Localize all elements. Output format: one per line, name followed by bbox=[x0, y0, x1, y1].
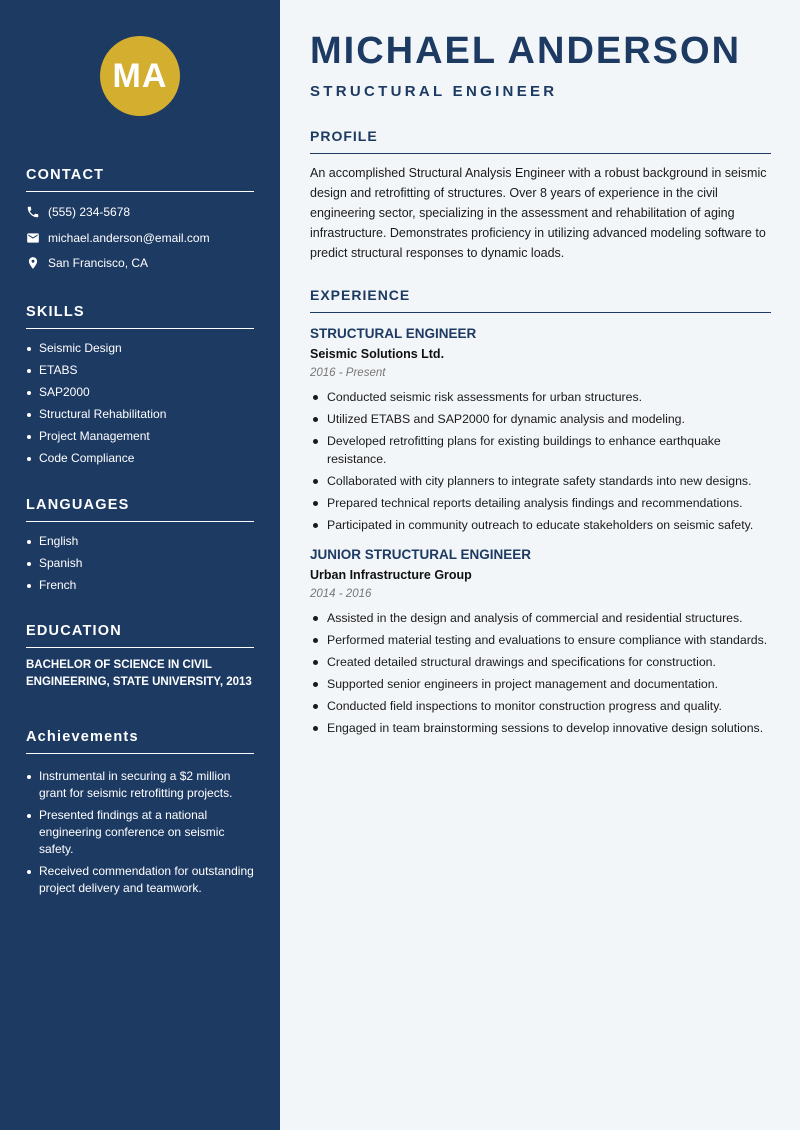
languages-heading: LANGUAGES bbox=[26, 497, 254, 522]
job-bullets bbox=[310, 388, 771, 534]
job-bullet: Supported senior engineers in project management and documentation. bbox=[310, 675, 771, 693]
job-bullet: Created detailed structural drawings and specifications for construction. bbox=[310, 653, 771, 671]
education-degree: BACHELOR OF SCIENCE IN CIVIL ENGINEERING, STATE UNIVERSITY, 2013 bbox=[26, 659, 252, 688]
experience-section bbox=[310, 287, 771, 741]
skills-heading: SKILLS bbox=[26, 304, 254, 329]
job-bullets bbox=[310, 609, 771, 737]
skills-list bbox=[26, 340, 254, 467]
skills-section bbox=[26, 304, 254, 472]
profile-text: An accomplished Structural Analysis Engineer with a robust background in seismic design and retrofitting of structures. Over 8 years of experience in the civil engineering sector, specializing in the assessment and rehabilitation of aging infrastructure. Demonstrates proficiency in utilizing advanced modeling software to predict structural responses to dynamic loads. bbox=[310, 166, 767, 260]
candidate-title: STRUCTURAL ENGINEER bbox=[310, 83, 558, 100]
job-dates: 2016 - Present bbox=[310, 367, 386, 379]
achievement-item: Instrumental in securing a $2 million grant for seismic retrofitting projects. bbox=[26, 768, 254, 802]
contact-section bbox=[26, 167, 254, 272]
job-bullet: Participated in community outreach to educate stakeholders on seismic safety. bbox=[310, 516, 771, 534]
skill-item: ETABS bbox=[26, 362, 254, 379]
job-company: Seismic Solutions Ltd. bbox=[310, 347, 445, 361]
sidebar bbox=[0, 0, 280, 1130]
job-bullet: Prepared technical reports detailing analysis findings and recommendations. bbox=[310, 494, 771, 512]
job-company: Urban Infrastructure Group bbox=[310, 568, 472, 582]
profile-heading: PROFILE bbox=[310, 128, 771, 154]
language-item: French bbox=[26, 577, 254, 594]
experience-heading: EXPERIENCE bbox=[310, 287, 771, 313]
job-entry bbox=[310, 326, 771, 534]
contact-location-row bbox=[26, 254, 254, 272]
contact-email[interactable]: michael.anderson@email.com bbox=[48, 230, 210, 245]
language-item: Spanish bbox=[26, 555, 254, 572]
contact-phone-row bbox=[26, 203, 254, 221]
contact-heading: CONTACT bbox=[26, 167, 254, 192]
contact-email-row bbox=[26, 229, 254, 247]
job-role: JUNIOR STRUCTURAL ENGINEER bbox=[310, 547, 532, 562]
achievement-item: Received commendation for outstanding project delivery and teamwork. bbox=[26, 863, 254, 897]
languages-section bbox=[26, 497, 254, 599]
job-dates: 2014 - 2016 bbox=[310, 588, 372, 600]
job-entry bbox=[310, 547, 771, 737]
job-bullet: Assisted in the design and analysis of commercial and residential structures. bbox=[310, 609, 771, 627]
job-bullet: Utilized ETABS and SAP2000 for dynamic analysis and modeling. bbox=[310, 410, 771, 428]
skill-item: SAP2000 bbox=[26, 384, 254, 401]
skill-item: Structural Rehabilitation bbox=[26, 406, 254, 423]
job-role: STRUCTURAL ENGINEER bbox=[310, 326, 477, 341]
achievement-item: Presented findings at a national engineering conference on seismic safety. bbox=[26, 807, 254, 858]
achievements-list bbox=[26, 768, 254, 897]
skill-item: Seismic Design bbox=[26, 340, 254, 357]
location-pin-icon bbox=[26, 256, 40, 270]
job-bullet: Conducted seismic risk assessments for urban structures. bbox=[310, 388, 771, 406]
profile-section bbox=[310, 128, 771, 263]
contact-phone[interactable]: (555) 234-5678 bbox=[48, 205, 131, 219]
job-bullet: Conducted field inspections to monitor construction progress and quality. bbox=[310, 697, 771, 715]
candidate-name: MICHAEL ANDERSON bbox=[310, 30, 742, 72]
phone-icon bbox=[26, 205, 40, 219]
skill-item: Project Management bbox=[26, 428, 254, 445]
languages-list bbox=[26, 533, 254, 594]
job-bullet: Collaborated with city planners to integrate safety standards into new designs. bbox=[310, 472, 771, 490]
language-item: English bbox=[26, 533, 254, 550]
education-heading: EDUCATION bbox=[26, 623, 254, 648]
achievements-section bbox=[26, 729, 254, 902]
skill-item: Code Compliance bbox=[26, 450, 254, 467]
achievements-heading: Achievements bbox=[26, 729, 254, 754]
email-icon bbox=[26, 231, 40, 245]
job-bullet: Developed retrofitting plans for existing buildings to enhance earthquake resistance. bbox=[310, 432, 771, 468]
contact-location: San Francisco, CA bbox=[48, 256, 149, 270]
job-bullet: Engaged in team brainstorming sessions to develop innovative design solutions. bbox=[310, 719, 771, 737]
job-bullet: Performed material testing and evaluations to ensure compliance with standards. bbox=[310, 631, 771, 649]
education-section bbox=[26, 623, 254, 691]
avatar-initials: MA bbox=[100, 36, 180, 116]
